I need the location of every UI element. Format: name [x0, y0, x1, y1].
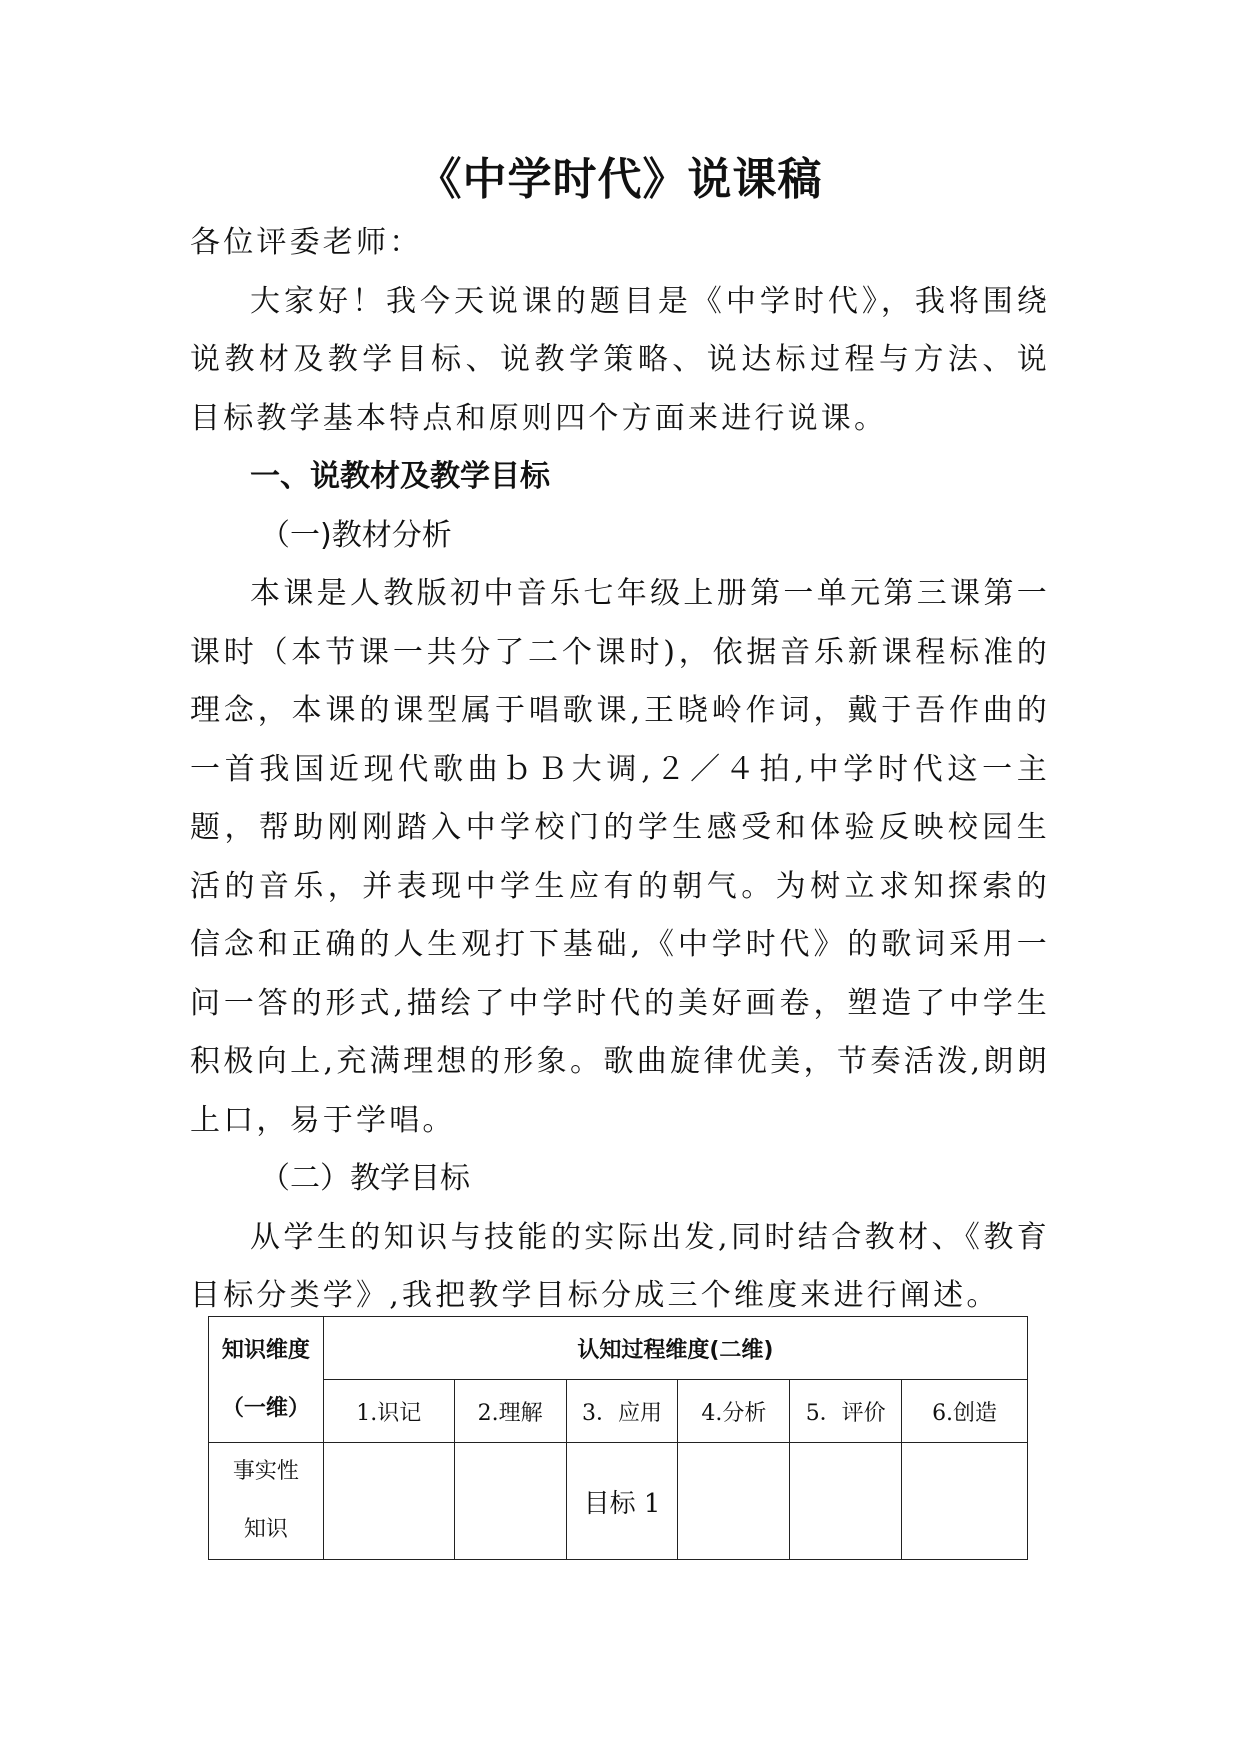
cognitive-dimension-header: 认知过程维度(二维) [323, 1317, 1027, 1380]
section1-heading: 一、说教材及教学目标 [250, 459, 550, 494]
level-evaluate: 5．评价 [790, 1380, 902, 1443]
level-analyze: 4.分析 [678, 1380, 790, 1443]
level-understand: 2.理解 [454, 1380, 566, 1443]
subsection2-heading: （二）教学目标 [260, 1161, 470, 1196]
table-cell [454, 1443, 566, 1560]
salutation: 各位评委老师： [190, 225, 423, 260]
row-label-factual-knowledge [209, 1443, 324, 1560]
knowledge-dimension-line2: （一维） [221, 1395, 310, 1421]
table-cell [323, 1443, 454, 1560]
table-cell [678, 1443, 790, 1560]
table-row [209, 1443, 1028, 1560]
subsection1-heading: （一)教材分析 [260, 517, 452, 553]
level-create: 6.创造 [902, 1380, 1028, 1443]
knowledge-dimension-line1: 知识维度 [221, 1337, 310, 1363]
knowledge-dimension-header [209, 1317, 324, 1443]
row-label-line1: 事实性 [232, 1459, 299, 1484]
subsection2-body: 从学生的知识与技能的实际出发,同时结合教材、《教育目标分类学》,我把教学目标分成三个维度来进行阐述。 [190, 1219, 1050, 1313]
level-apply: 3．应用 [566, 1380, 678, 1443]
document-page [190, 150, 1050, 1326]
row-label-line2: 知识 [243, 1517, 288, 1542]
target-cell: 目标 1 [566, 1443, 678, 1560]
intro-paragraph: 大家好！我今天说课的题目是《中学时代》，我将围绕说教材及教学目标、说教学策略、说达标过程与方法、说目标教学基本特点和原则四个方面来进行说课。 [190, 283, 1050, 436]
subsection1-body: 本课是人教版初中音乐七年级上册第一单元第三课第一课时（本节课一共分了二个课时)，依据音乐新课程标准的理念，本课的课型属于唱歌课,王晓岭作词，戴于吾作曲的一首我国近现代歌曲ｂＢ大调,２／４拍,中学时代这一主题，帮助刚刚踏入中学校门的学生感受和体验反映校园生活的音乐，并表现中学生应有的朝气。为树立求知探索的信念和正确的人生观打下基础,《中学时代》的歌词采用一问一答的形式,描绘了中学时代的美好画卷，塑造了中学生积极向上,充满理想的形象。歌曲旋律优美，节奏活泼,朗朗上口，易于学唱。 [190, 576, 1050, 1138]
goals-table [208, 1316, 1028, 1560]
table-cell [902, 1443, 1028, 1560]
table-cell [790, 1443, 902, 1560]
document-title: 《中学时代》说课稿 [417, 154, 823, 205]
level-remember: 1.识记 [323, 1380, 454, 1443]
